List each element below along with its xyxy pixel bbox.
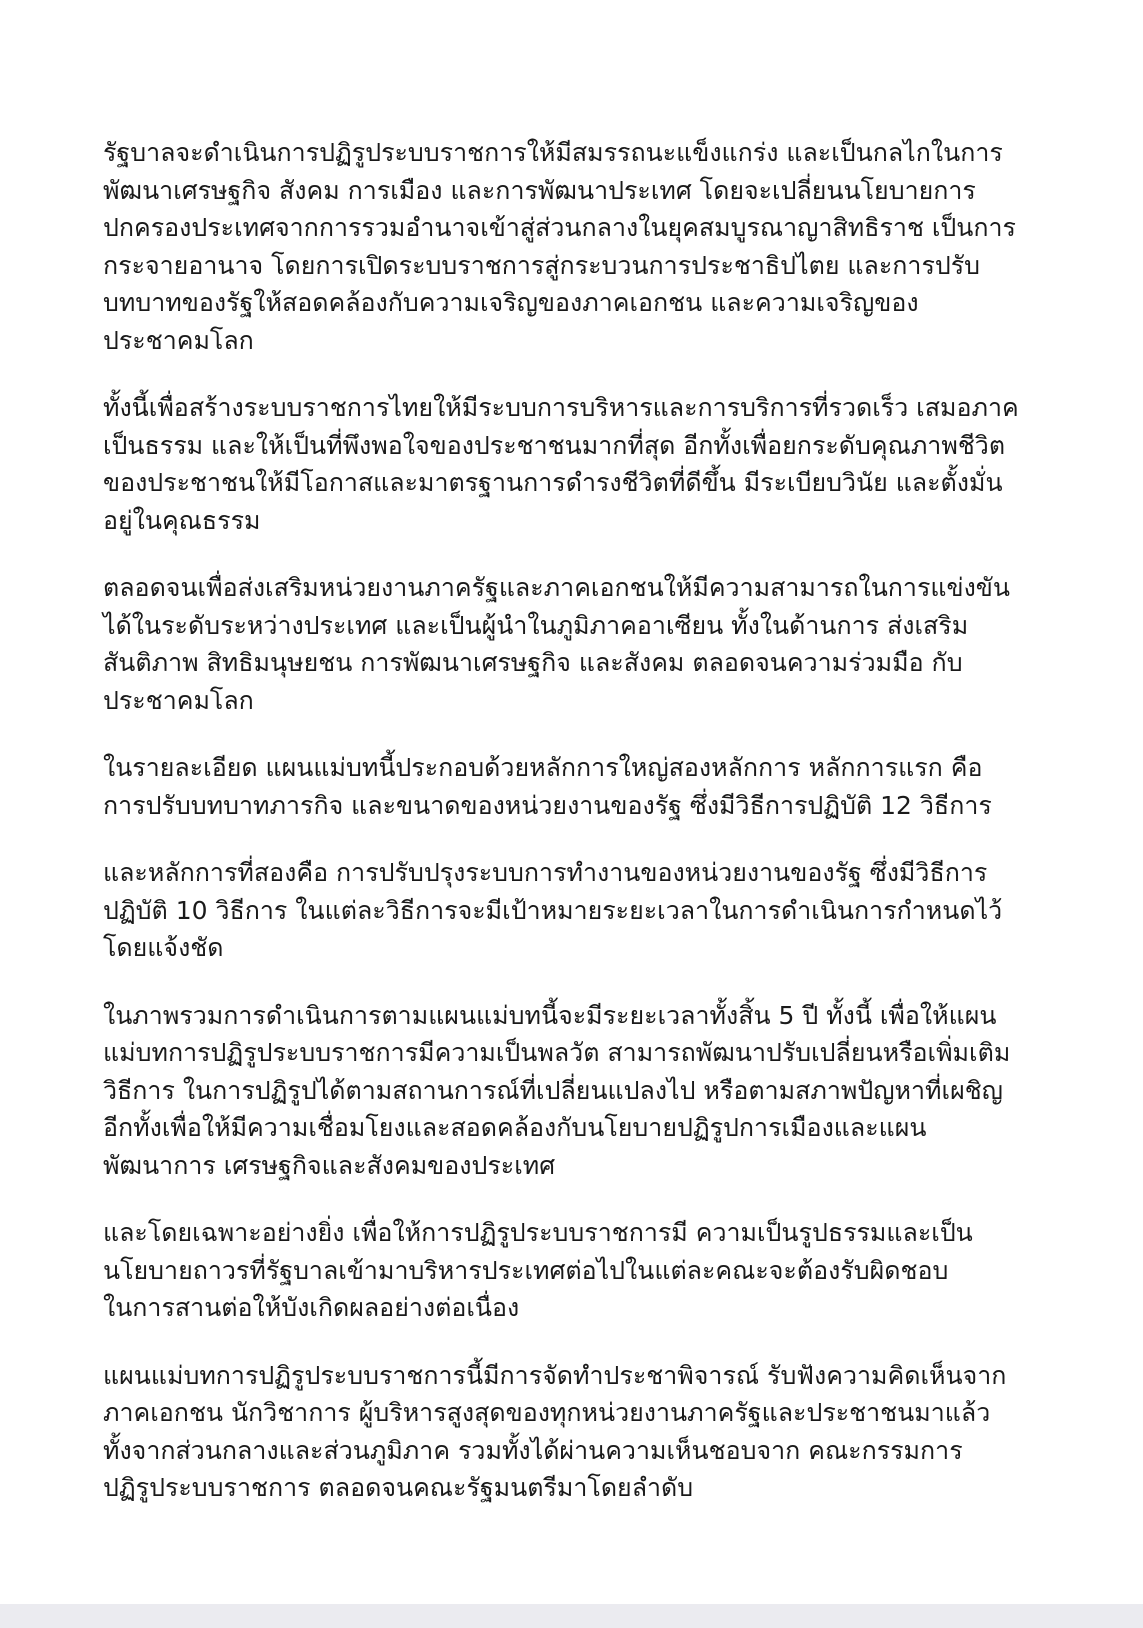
paragraph-2 [103, 389, 1113, 539]
paragraph-line: พัฒนาเศรษฐกิจ สังคม การเมือง และการพัฒนาประเทศ โดยจะเปลี่ยนนโยบายการ [103, 175, 976, 205]
paragraph-line: ปฏิบัติ 10 วิธีการ ในแต่ละวิธีการจะมีเป้าหมายระยะเวลาในการดำเนินการกำหนดไว้ [103, 895, 1003, 925]
paragraph-line: แผนแม่บทการปฏิรูประบบราชการนี้มีการจัดทำประชาพิจารณ์ รับฟังความคิดเห็นจาก [103, 1360, 1007, 1390]
paragraph-line: ในภาพรวมการดำเนินการตามแผนแม่บทนี้จะมีระยะเวลาทั้งสิ้น 5 ปี ทั้งนี้ เพื่อให้แผน [103, 1000, 997, 1030]
paragraph-line: ตลอดจนเพื่อส่งเสริมหน่วยงานภาครัฐและภาคเอกชนให้มีความสามารถในการแข่งขัน [103, 573, 1010, 602]
paragraph-line: อีกทั้งเพื่อให้มีความเชื่อมโยงและสอดคล้องกับนโยบายปฏิรูปการเมืองและแผน [103, 1113, 927, 1142]
paragraph-line: อยู่ในคุณธรรม [103, 505, 261, 535]
paragraph-line: เป็นธรรม และให้เป็นที่พึงพอใจของประชาชนมากที่สุด อีกทั้งเพื่อยกระดับคุณภาพชีวิต [103, 430, 1006, 460]
page-bottom-edge [0, 1604, 1143, 1628]
paragraph-line: สันติภาพ สิทธิมนุษยชน การพัฒนาเศรษฐกิจ และสังคม ตลอดจนความร่วมมือ กับ [103, 648, 963, 677]
paragraph-line: นโยบายถาวรที่รัฐบาลเข้ามาบริหารประเทศต่อไปในแต่ละคณะจะต้องรับผิดชอบ [103, 1255, 949, 1285]
paragraph-line: รัฐบาลจะดำเนินการปฏิรูประบบราชการให้มีสมรรถนะแข็งแกร่ง และเป็นกลไกในการ [103, 138, 1003, 167]
paragraph-4 [103, 749, 1113, 824]
paragraph-8 [103, 1357, 1113, 1507]
paragraph-line: ได้ในระดับระหว่างประเทศ และเป็นผู้นำในภูมิภาคอาเซียน ทั้งในด้านการ ส่งเสริม [103, 610, 969, 640]
paragraph-line: และโดยเฉพาะอย่างยิ่ง เพื่อให้การปฏิรูประบบราชการมี ความเป็นรูปธรรมและเป็น [103, 1218, 973, 1247]
document-body [103, 134, 1113, 1537]
paragraph-line: ภาคเอกชน นักวิชาการ ผู้บริหารสูงสุดของทุกหน่วยงานภาครัฐและประชาชนมาแล้ว [103, 1398, 991, 1427]
paragraph-line: ประชาคมโลก [103, 325, 254, 355]
paragraph-line: ปฏิรูประบบราชการ ตลอดจนคณะรัฐมนตรีมาโดยลำดับ [103, 1473, 694, 1502]
paragraph-line: ของประชาชนให้มีโอกาสและมาตรฐานการดำรงชีวิตที่ดีขึ้น มีระเบียบวินัย และตั้งมั่น [103, 468, 1003, 497]
paragraph-5 [103, 854, 1113, 967]
paragraph-7 [103, 1214, 1113, 1327]
paragraph-line: แม่บทการปฏิรูประบบราชการมีความเป็นพลวัต สามารถพัฒนาปรับเปลี่ยนหรือเพิ่มเติม [103, 1038, 1011, 1067]
paragraph-1 [103, 134, 1113, 359]
paragraph-line: การปรับบทบาทภารกิจ และขนาดของหน่วยงานของรัฐ ซึ่งมีวิธีการปฏิบัติ 12 วิธีการ [103, 790, 992, 820]
paragraph-line: ปกครองประเทศจากการรวมอำนาจเข้าสู่ส่วนกลางในยุคสมบูรณาญาสิทธิราช เป็นการ [103, 213, 1016, 242]
paragraph-line: โดยแจ้งชัด [103, 933, 224, 962]
paragraph-line: พัฒนาการ เศรษฐกิจและสังคมของประเทศ [103, 1150, 556, 1180]
paragraph-3 [103, 569, 1113, 719]
paragraph-line: ในรายละเอียด แผนแม่บทนี้ประกอบด้วยหลักการใหญ่สองหลักการ หลักการแรก คือ [103, 753, 983, 782]
paragraph-line: ในการสานต่อให้บังเกิดผลอย่างต่อเนื่อง [103, 1293, 520, 1322]
paragraph-line: วิธีการ ในการปฏิรูปได้ตามสถานการณ์ที่เปลี่ยนแปลงไป หรือตามสภาพปัญหาที่เผชิญ [103, 1075, 1003, 1105]
paragraph-line: กระจายอานาจ โดยการเปิดระบบราชการสู่กระบวนการประชาธิปไตย และการปรับ [103, 250, 981, 280]
paragraph-line: ทั้งจากส่วนกลางและส่วนภูมิภาค รวมทั้งได้ผ่านความเห็นชอบจาก คณะกรรมการ [103, 1435, 963, 1465]
paragraph-line: บทบาทของรัฐให้สอดคล้องกับความเจริญของภาคเอกชน และความเจริญของ [103, 288, 919, 317]
paragraph-line: ประชาคมโลก [103, 685, 254, 715]
paragraph-line: และหลักการที่สองคือ การปรับปรุงระบบการทำงานของหน่วยงานของรัฐ ซึ่งมีวิธีการ [103, 858, 988, 887]
paragraph-line: ทั้งนี้เพื่อสร้างระบบราชการไทยให้มีระบบการบริหารและการบริการที่รวดเร็ว เสมอภาค [103, 393, 1019, 422]
paragraph-6 [103, 997, 1113, 1185]
